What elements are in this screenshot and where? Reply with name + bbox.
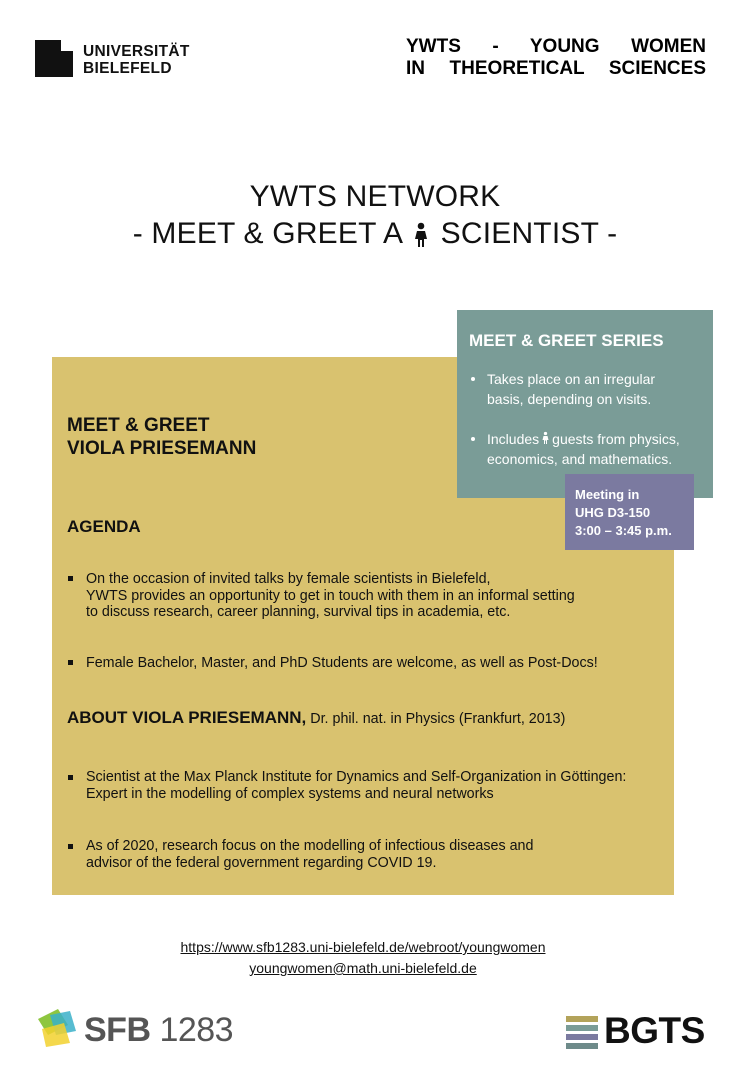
event-heading-line1: MEET & GREET	[67, 415, 210, 436]
series-item-2-line2: economics, and mathematics.	[487, 451, 673, 467]
woman-icon	[410, 222, 432, 248]
about-item-2	[86, 838, 533, 871]
bgts-logo	[566, 1012, 716, 1052]
about-heading-name: ABOUT VIOLA PRIESEMANN,	[67, 708, 307, 727]
series-heading: MEET & GREET SERIES	[469, 331, 664, 350]
university-name-line1: UNIVERSITÄT	[83, 43, 190, 60]
agenda-item-1-line3: to discuss research, career planning, survival tips in academia, etc.	[86, 604, 511, 620]
agenda-item-1-line1: On the occasion of invited talks by female scientists in Bielefeld,	[86, 571, 491, 587]
series-item-2-line1	[487, 429, 680, 449]
university-logo	[35, 40, 215, 80]
university-name-line2: BIELEFELD	[83, 60, 172, 77]
series-item-2-pre: Includes	[487, 431, 540, 447]
meeting-room: UHG D3-150	[575, 505, 651, 520]
about-item-1	[86, 769, 626, 802]
page-title	[0, 178, 750, 252]
university-name	[83, 43, 190, 77]
sfb-logo-text	[84, 1011, 233, 1050]
contact-links	[0, 937, 726, 979]
series-item-2	[487, 429, 680, 469]
sfb-logo-text-bold: SFB	[84, 1011, 151, 1049]
sfb-logo-mark	[36, 1007, 82, 1053]
meeting-label: Meeting in	[575, 487, 640, 502]
ywts-header	[406, 36, 706, 80]
series-panel	[457, 310, 713, 498]
event-heading	[67, 414, 256, 460]
page-title-line2-pre: - MEET & GREET A	[132, 217, 402, 250]
bullet-icon	[68, 775, 73, 780]
event-heading-line2: VIOLA PRIESEMANN	[67, 438, 257, 459]
about-item-1-line2: Expert in the modelling of complex systems and neural networks	[86, 785, 494, 802]
series-item-1-line1: Takes place on an irregular	[487, 371, 656, 387]
series-item-1-line2: basis, depending on visits.	[487, 391, 652, 407]
meeting-info-box	[565, 474, 694, 550]
agenda-item-1	[86, 571, 575, 621]
ywts-header-line2: IN THEORETICAL SCIENCES	[406, 58, 706, 79]
about-item-1-line1: Scientist at the Max Planck Institute for Dynamics and Self-Organization in Göttingen:	[86, 769, 627, 785]
sfb-logo-text-number: 1283	[159, 1011, 234, 1049]
agenda-item-1-line2: YWTS provides an opportunity to get in touch with them in an informal setting	[86, 587, 575, 604]
website-link[interactable]: https://www.sfb1283.uni-bielefeld.de/webroot/youngwomen	[180, 939, 546, 955]
about-heading	[67, 710, 565, 728]
bgts-logo-text: BGTS	[604, 1010, 705, 1051]
bullet-icon	[471, 437, 475, 441]
bullet-icon	[68, 660, 73, 665]
sfb-logo	[36, 1007, 236, 1053]
bullet-icon	[68, 844, 73, 849]
woman-icon	[540, 431, 551, 445]
bullet-icon	[68, 576, 73, 581]
bgts-logo-mark	[566, 1016, 600, 1050]
university-logo-mark	[35, 40, 73, 77]
ywts-header-line1: YWTS - YOUNG WOMEN	[406, 36, 706, 57]
about-heading-degree: Dr. phil. nat. in Physics (Frankfurt, 2013)	[310, 711, 566, 727]
about-item-2-line1: As of 2020, research focus on the modelling of infectious diseases and	[86, 838, 534, 854]
series-item-2-post: guests from physics,	[552, 431, 680, 447]
agenda-item-2: Female Bachelor, Master, and PhD Students are welcome, as well as Post-Docs!	[86, 655, 598, 671]
page-title-line2-post: SCIENTIST -	[440, 217, 618, 250]
bullet-icon	[471, 377, 475, 381]
about-item-2-line2: advisor of the federal government regarding COVID 19.	[86, 854, 437, 871]
agenda-heading: AGENDA	[67, 517, 141, 536]
page-title-line1: YWTS NETWORK	[249, 180, 501, 213]
page-title-line2	[0, 215, 750, 252]
meeting-time: 3:00 – 3:45 p.m.	[575, 523, 672, 538]
series-item-1	[487, 369, 655, 409]
email-link[interactable]: youngwomen@math.uni-bielefeld.de	[249, 960, 477, 976]
